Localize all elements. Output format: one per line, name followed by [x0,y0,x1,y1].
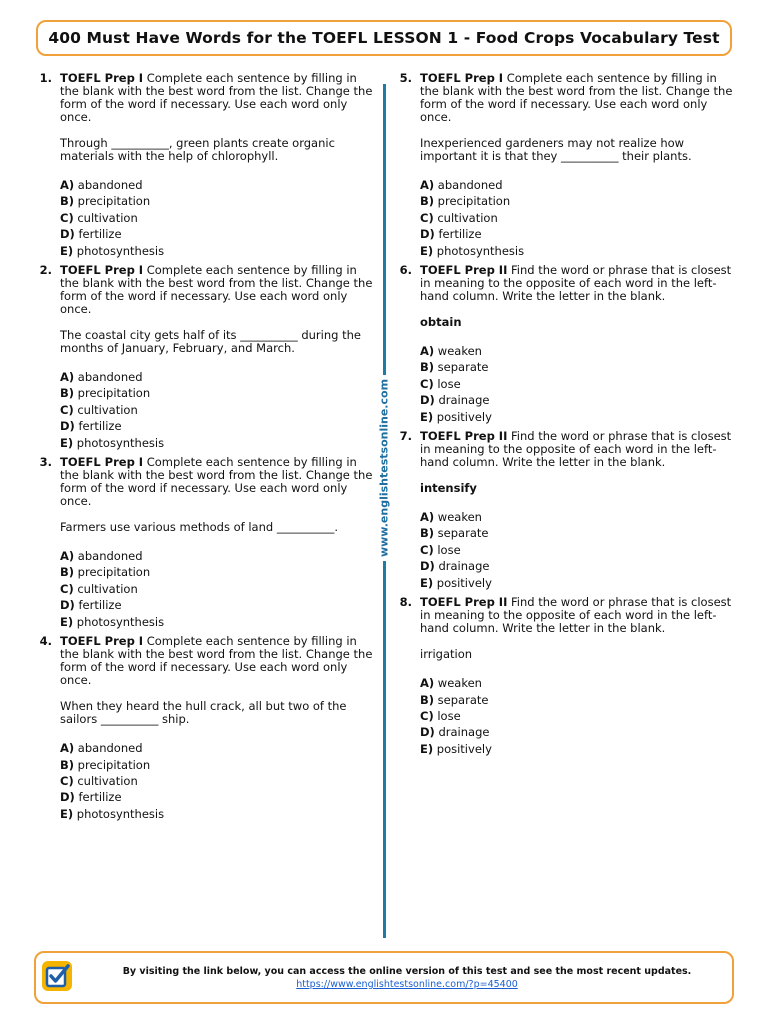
left-column [36,72,376,827]
question-number: 6. [399,263,412,278]
question-prompt: obtain [420,315,462,330]
answer-options [60,548,376,630]
answer-option[interactable]: B) separate [420,526,489,541]
answer-option[interactable]: B) precipitation [60,757,151,772]
answer-option[interactable]: A) weaken [420,510,482,525]
answer-options [420,675,736,757]
answer-option[interactable]: A) abandoned [420,178,503,192]
answer-option[interactable]: A) abandoned [60,370,143,385]
answer-option[interactable]: C) cultivation [60,773,138,788]
answer-option[interactable]: E) positively [420,741,492,756]
answer-options [420,343,736,425]
section-label: TOEFL Prep I [420,71,504,85]
question-instruction: TOEFL Prep I Complete each sentence by filling in the blank with the best word from the list. Change the form of the word if necessary. Use each word only once. [60,263,373,317]
question-instruction: TOEFL Prep II Find the word or phrase that is closest in meaning to the opposite of each word in the left-hand column. Write the letter in the blank. [420,263,732,304]
answer-option[interactable]: E) positively [420,575,492,590]
question-prompt: Inexperienced gardeners may not realize how important it is that they __________ their plants. [420,136,692,163]
answer-option[interactable]: A) abandoned [60,741,143,756]
section-label: TOEFL Prep I [60,455,144,470]
checkbox-check-icon [42,961,72,991]
question-4 [36,635,376,822]
question-5 [396,72,736,259]
question-prompt: Through __________, green plants create organic materials with the help of chlorophyll. [60,136,335,163]
answer-option[interactable]: C) lose [420,542,461,557]
answer-option[interactable]: D) fertilize [60,790,122,805]
section-label: TOEFL Prep II [420,595,508,610]
question-7 [396,430,736,591]
footer-message: By visiting the link below, you can access the online version of this test and see the most recent updates. [122,966,692,977]
question-instruction: TOEFL Prep II Find the word or phrase that is closest in meaning to the opposite of each word in the left-hand column. Write the letter in the blank. [420,595,732,636]
answer-option[interactable]: C) lose [420,708,461,723]
question-prompt: Farmers use various methods of land __________. [60,520,338,535]
answer-options [420,177,736,259]
answer-option[interactable]: A) weaken [420,344,482,359]
section-label: TOEFL Prep I [60,263,144,278]
answer-option[interactable]: C) cultivation [60,402,138,417]
answer-option[interactable]: E) photosynthesis [60,806,165,821]
answer-option[interactable]: C) cultivation [60,581,138,596]
question-instruction: TOEFL Prep I Complete each sentence by filling in the blank with the best word from the list. Change the form of the word if necessary. Use each word only once. [60,455,373,509]
answer-option[interactable]: B) separate [420,692,489,707]
answer-option[interactable]: A) abandoned [60,178,143,192]
answer-option[interactable]: B) separate [420,360,489,375]
answer-option[interactable]: B) precipitation [60,386,151,401]
right-column [396,72,736,762]
footer-box [34,951,734,1004]
question-prompt: When they heard the hull crack, all but two of the sailors __________ ship. [60,699,347,727]
question-number: 7. [399,429,412,444]
answer-option[interactable]: C) lose [420,376,461,391]
section-label: TOEFL Prep I [60,634,144,649]
answer-options [60,177,376,259]
question-2 [36,264,376,451]
answer-option[interactable]: A) abandoned [60,549,143,564]
answer-option[interactable]: A) weaken [420,676,482,691]
answer-option[interactable]: E) photosynthesis [60,614,165,629]
question-instruction: TOEFL Prep II Find the word or phrase that is closest in meaning to the opposite of each word in the left-hand column. Write the letter in the blank. [420,429,732,470]
question-prompt: The coastal city gets half of its __________ during the months of January, February, and March. [60,328,361,356]
section-label: TOEFL Prep II [420,263,508,278]
side-watermark-url: www.englishtestsonline.com [378,375,391,561]
question-8 [396,596,736,757]
answer-option[interactable]: D) drainage [420,559,490,574]
section-label: TOEFL Prep II [420,429,508,444]
answer-option[interactable]: E) photosynthesis [60,243,165,258]
answer-options [60,740,376,822]
question-number: 1. [39,71,52,85]
answer-option[interactable]: D) fertilize [60,419,122,434]
question-instruction: TOEFL Prep I Complete each sentence by filling in the blank with the best word from the list. Change the form of the word if necessary. Use each word only once. [420,71,733,124]
answer-option[interactable]: D) fertilize [60,598,122,613]
answer-options [60,369,376,451]
title-box [36,20,732,56]
question-number: 2. [39,263,52,278]
footer-text-block [92,966,722,990]
footer-link[interactable]: https://www.englishtestsonline.com/?p=45400 [296,979,518,990]
section-label: TOEFL Prep I [60,71,144,85]
answer-options [420,509,736,591]
answer-option[interactable]: D) fertilize [420,227,482,242]
answer-option[interactable]: B) precipitation [60,565,151,580]
answer-option[interactable]: E) photosynthesis [420,243,525,258]
question-3 [36,456,376,630]
answer-option[interactable]: B) precipitation [60,194,151,209]
answer-option[interactable]: E) positively [420,409,492,424]
answer-option[interactable]: E) photosynthesis [60,435,165,450]
answer-option[interactable]: D) drainage [420,393,490,408]
answer-option[interactable]: B) precipitation [420,194,511,209]
answer-option[interactable]: D) fertilize [60,227,122,242]
question-number: 5. [399,71,412,85]
answer-option[interactable]: D) drainage [420,725,490,740]
question-1 [36,72,376,259]
question-instruction: TOEFL Prep I Complete each sentence by filling in the blank with the best word from the list. Change the form of the word if necessary. Use each word only once. [60,634,373,688]
question-prompt: intensify [420,481,477,496]
question-number: 8. [399,595,412,610]
answer-option[interactable]: C) cultivation [60,210,138,225]
question-instruction: TOEFL Prep I Complete each sentence by filling in the blank with the best word from the list. Change the form of the word if necessary. Use each word only once. [60,71,373,124]
page-title: 400 Must Have Words for the TOEFL LESSON 1 - Food Crops Vocabulary Test [48,29,720,47]
answer-option[interactable]: C) cultivation [420,210,498,225]
question-number: 4. [39,634,52,649]
question-6 [396,264,736,425]
question-number: 3. [39,455,52,470]
question-prompt: irrigation [420,647,473,662]
